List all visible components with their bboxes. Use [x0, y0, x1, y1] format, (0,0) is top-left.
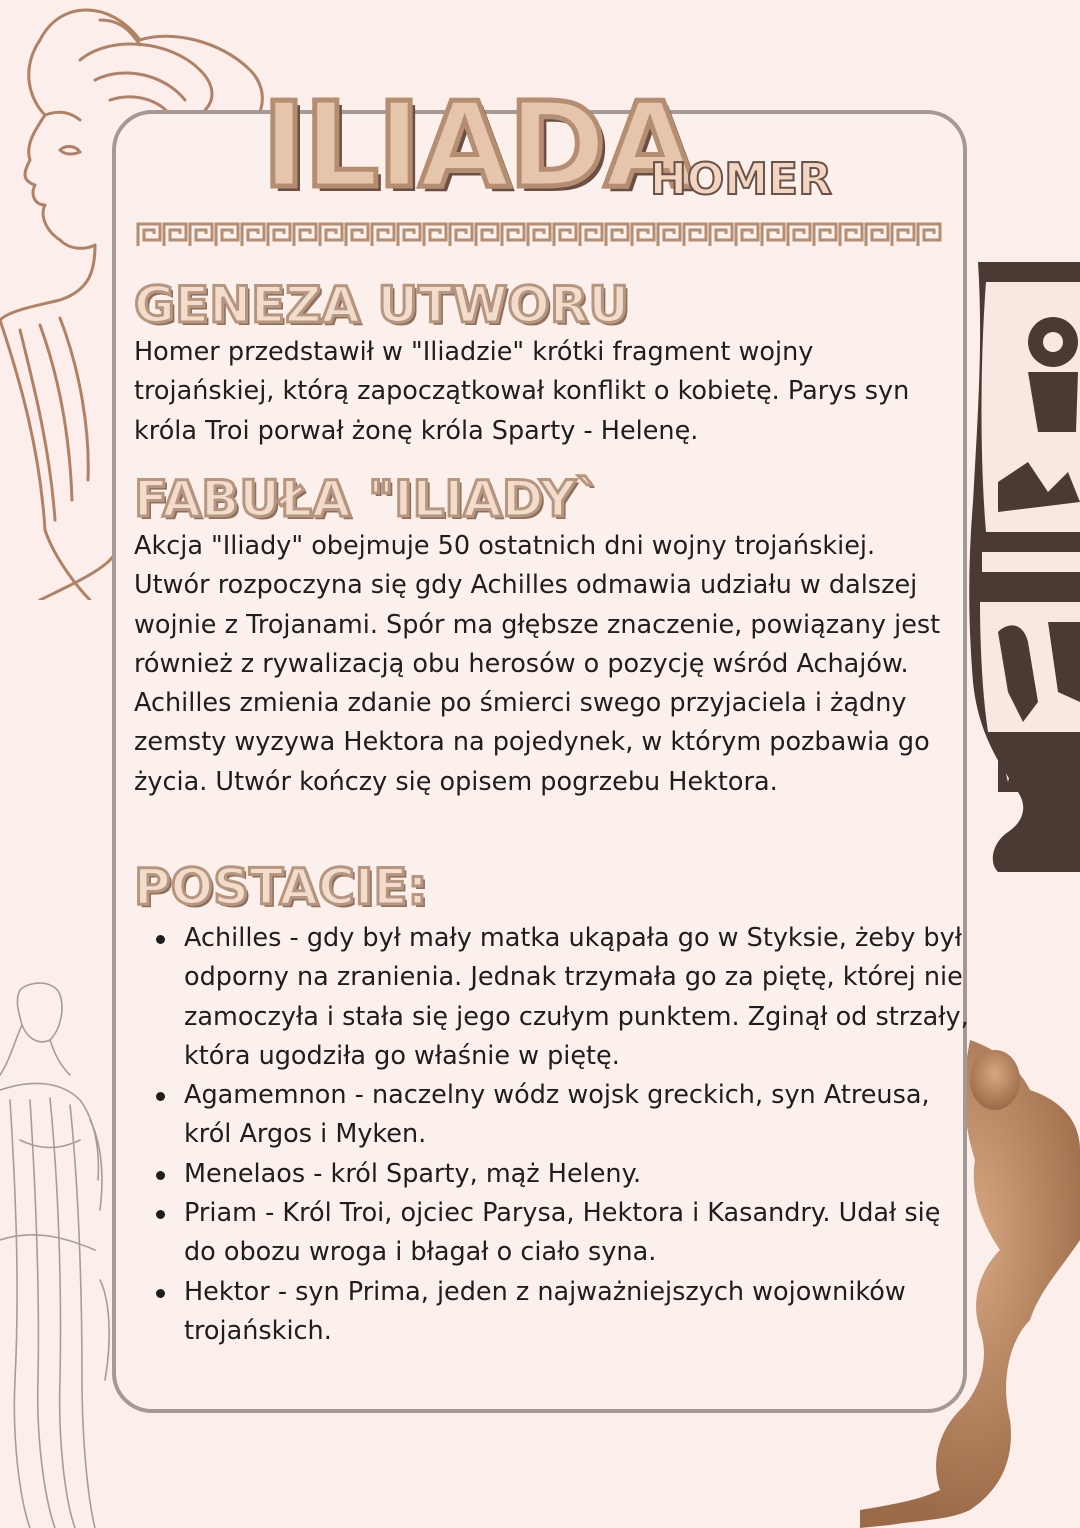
list-item: Achilles - gdy był mały matka ukąpała go w Styksie, żeby był odporny na zranienia. Jednak trzymała go za piętę, której nie zamoczyła i stała się jego czułym punktem. Zginął od strzały, która ugodziła go właśnie w piętę. — [184, 919, 974, 1076]
plot-text: Akcja "Iliady" obejmuje 50 ostatnich dni wojny trojańskiej. Utwór rozpoczyna się gdy Achilles odmawia udziału w dalszej wojnie z Trojanami. Spór ma głębsze znaczenie, powiązany jest również z rywalizacją obu herosów o pozycję wśród Achajów. Achilles zmienia zdanie po śmierci swego przyjaciela i żądny zemsty wyzywa Hektora na pojedynek, w którym pozbawia go życia. Utwór kończy się opisem pogrzebu Hektora. — [134, 531, 941, 797]
greek-amphora-vase — [968, 262, 1080, 872]
greek-key-border — [136, 222, 942, 248]
list-item: Agamemnon - naczelny wódz wojsk greckich, syn Atreusa, król Argos i Myken. — [184, 1076, 974, 1155]
list-item: Priam - Król Troi, ojciec Parysa, Hektora i Kasandry. Udał się do obozu wroga i błagał o ciało syna. — [184, 1194, 974, 1273]
list-item: Menelaos - król Sparty, mąż Heleny. — [184, 1155, 974, 1194]
genesis-text: Homer przedstawił w "Iliadzie" krótki fragment wojny trojańskiej, którą zapoczątkował konflikt o kobietę. Parys syn króla Troi porwał żonę króla Sparty - Helenę. — [134, 337, 910, 446]
page-title: ILIADA — [262, 76, 694, 214]
list-item: Hektor - syn Prima, jeden z najważniejszych wojowników trojańskich. — [184, 1273, 974, 1352]
characters-list — [150, 919, 974, 1351]
section-heading-characters: POSTACIE: — [134, 858, 428, 916]
greek-woman-statue-sketch — [0, 980, 115, 1528]
section-heading-plot: FABUŁA "ILIADY` — [134, 470, 601, 528]
author-name: HOMER — [650, 154, 832, 205]
section-heading-genesis: GENEZA UTWORU — [134, 276, 630, 334]
